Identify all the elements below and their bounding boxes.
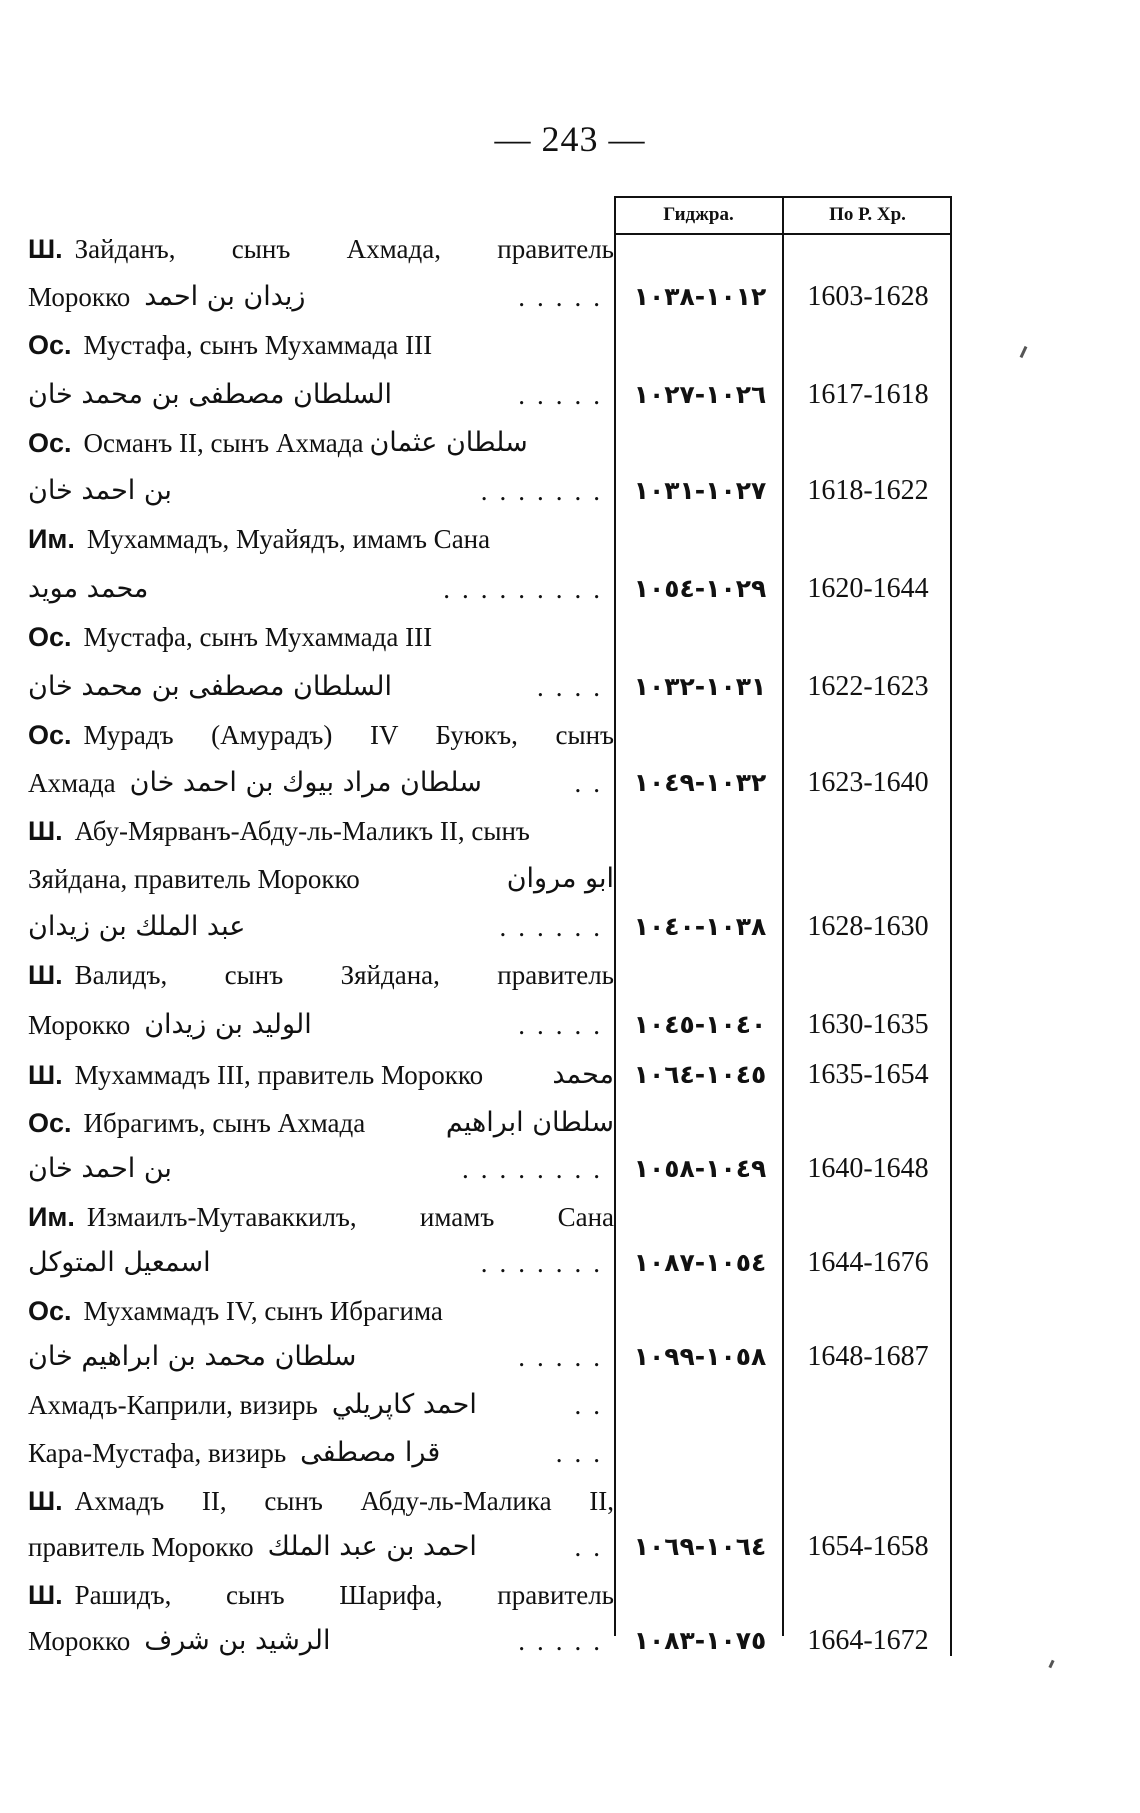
hijra-dates: ١٠٢٧-١٠٣١ [633, 476, 767, 505]
dynasty-tag: Ш. [28, 1580, 63, 1610]
hijra-dates: ١٠٤٩-١٠٥٨ [633, 1154, 767, 1183]
leader-dots: .. [574, 1390, 612, 1420]
entry-line [28, 420, 614, 466]
entry-line [28, 1382, 614, 1428]
page-number: — 243 — [494, 119, 646, 159]
entry-text: Мухаммадъ III, правитель Морокко [74, 1060, 484, 1090]
entry-text: Ибрагимъ, сынъ Ахмада [83, 1108, 366, 1138]
entry-line [28, 1334, 614, 1380]
arabic-name: الرشيد بن شرف [144, 1625, 331, 1656]
entry-text: Рашидъ, сынъ Шарифа, правитель [74, 1580, 614, 1610]
entry-text: Мухаммадъ, Муайядъ, имамъ Сана [86, 524, 491, 554]
ad-dates: 1620-1644 [807, 573, 929, 604]
hijra-dates: ١٠٥٤-١٠٨٧ [633, 1248, 767, 1277]
arabic-name: سلطان محمد بن ابراهيم خان [28, 1341, 357, 1372]
arabic-name: سلطان عثمان [369, 427, 528, 458]
entry-line [28, 856, 614, 902]
ad-dates: 1623-1640 [807, 767, 929, 798]
entry-line [28, 1052, 614, 1098]
entry-text: правитель Морокко [28, 1532, 254, 1562]
entry-line [28, 516, 614, 562]
dynasty-tag: Ос. [28, 1296, 72, 1326]
entry-line [28, 1430, 614, 1476]
dynasty-tag: Ос. [28, 720, 72, 750]
hijra-dates: ١٠٣٨-١٠٤٠ [633, 912, 767, 941]
arabic-name: سلطان مراد بيوك بن احمد خان [129, 767, 482, 798]
entry-line [28, 1478, 614, 1524]
entry-text: Мустафа, сынъ Мухаммада III [83, 330, 433, 360]
entry-line [28, 904, 614, 950]
dynasty-tag: Им. [28, 524, 75, 554]
hijra-dates: ١٠٥٨-١٠٩٩ [633, 1342, 767, 1371]
ad-dates: 1664-1672 [807, 1625, 929, 1656]
hijra-dates: ١٠٤٠-١٠٤٥ [633, 1010, 767, 1039]
arabic-name: احمد كاپريلي [331, 1389, 477, 1420]
entry-line [28, 322, 614, 368]
dynasty-tag: Ш. [28, 816, 63, 846]
entry-line [28, 1524, 614, 1570]
entry-text: Измаилъ-Мутаваккилъ, имамъ Сана [86, 1202, 614, 1232]
entry-line [28, 712, 614, 758]
ad-dates: 1640-1648 [807, 1153, 929, 1184]
arabic-name: محمد [552, 1059, 614, 1090]
entry-text: Мурадъ (Амурадъ) IV Буюкъ, сынъ [83, 720, 614, 750]
entry-line [28, 1240, 614, 1286]
entry-text: Морокко [28, 1626, 131, 1656]
hijra-dates: ١٠٢٩-١٠٥٤ [633, 574, 767, 603]
dynasty-tag: Ос. [28, 330, 72, 360]
leader-dots: ... [555, 1438, 612, 1468]
entry-line [28, 1100, 614, 1146]
hijra-dates: ١٠٣٢-١٠٤٩ [633, 768, 767, 797]
ad-dates: 1648-1687 [807, 1341, 929, 1372]
entry-line [28, 1572, 614, 1618]
arabic-name: قرا مصطفى [300, 1437, 441, 1468]
entry-text: Мустафа, сынъ Мухаммада III [83, 622, 433, 652]
dynasty-tag: Ш. [28, 234, 63, 264]
entry-line [28, 1146, 614, 1192]
entry-text: Кара-Мустафа, визирь [28, 1438, 287, 1468]
dynasty-tag: Ос. [28, 428, 72, 458]
entry-line [28, 664, 614, 710]
dynasty-tag: Ос. [28, 1108, 72, 1138]
arabic-name: ابو مروان [506, 863, 614, 894]
column-rule-right [950, 196, 952, 1656]
entry-text: Османъ II, сынъ Ахмада [83, 428, 364, 458]
hijra-dates: ١٠٧٥-١٠٨٣ [633, 1626, 767, 1655]
arabic-name: اسمعيل المتوكل [28, 1247, 211, 1278]
entry-text: Зяйдана, правитель Морокко [28, 864, 360, 894]
entry-line [28, 1288, 614, 1334]
entry-text: Ахмадъ II, сынъ Абду-ль-Малика II, [74, 1486, 614, 1516]
dynasty-tag: Ш. [28, 1060, 63, 1090]
entry-text: Валидъ, сынъ Зяйдана, правитель [74, 960, 614, 990]
dynasty-tag: Ос. [28, 622, 72, 652]
hijra-dates: ١٠٢٦-١٠٢٧ [633, 380, 767, 409]
entry-line [28, 1002, 614, 1048]
leader-dots: ....... [480, 1248, 612, 1278]
entry-text: Зайданъ, сынъ Ахмада, правитель [74, 234, 614, 264]
ad-dates: 1654-1658 [807, 1531, 929, 1562]
arabic-name-continued: بن احمد خان [28, 475, 172, 506]
arabic-name: السلطان مصطفى بن محمد خان [28, 379, 392, 410]
ad-dates: 1630-1635 [807, 1009, 929, 1040]
dynasty-tag: Им. [28, 1202, 75, 1232]
leader-dots: ...... [499, 912, 612, 942]
leader-dots: .... [537, 672, 612, 702]
ad-dates: 1628-1630 [807, 911, 929, 942]
leader-dots: ..... [518, 282, 612, 312]
entry-text: Мухаммадъ IV, сынъ Ибрагима [83, 1296, 443, 1326]
leader-dots: ..... [518, 1342, 612, 1372]
leader-dots: ..... [518, 1010, 612, 1040]
leader-dots: ..... [518, 380, 612, 410]
column-header-ad: По Р. Хр. [829, 204, 906, 225]
column-rule-left [614, 196, 616, 1636]
leader-dots: .. [574, 768, 612, 798]
ad-dates: 1635-1654 [807, 1059, 929, 1090]
entry-line [28, 372, 614, 418]
entry-text: Морокко [28, 1010, 131, 1040]
ad-dates: 1644-1676 [807, 1247, 929, 1278]
ad-dates: 1622-1623 [807, 671, 929, 702]
ad-dates: 1603-1628 [807, 281, 929, 312]
entry-text: Ахмада [28, 768, 116, 798]
dynasty-tag: Ш. [28, 960, 63, 990]
entry-text: Морокко [28, 282, 131, 312]
entry-text: Абу-Мярванъ-Абду-ль-Маликъ II, сынъ [74, 816, 530, 846]
leader-dots: ....... [480, 476, 612, 506]
leader-dots: ......... [443, 574, 612, 604]
arabic-name: زيدان بن احمد [144, 281, 306, 312]
entry-text: Ахмадъ-Каприли, визирь [28, 1390, 318, 1420]
arabic-name: السلطان مصطفى بن محمد خان [28, 671, 392, 702]
arabic-name: سلطان ابراهيم [445, 1107, 614, 1138]
hijra-dates: ١٠٤٥-١٠٦٤ [633, 1060, 767, 1089]
leader-dots: .. [574, 1532, 612, 1562]
arabic-name-continued: بن احمد خان [28, 1153, 172, 1184]
hijra-dates: ١٠٦٤-١٠٦٩ [633, 1532, 767, 1561]
leader-dots: ........ [462, 1154, 612, 1184]
leader-dots: ..... [518, 1626, 612, 1656]
dynasty-tag: Ш. [28, 1486, 63, 1516]
entry-line [28, 808, 614, 854]
hijra-dates: ١٠١٢-١٠٣٨ [633, 282, 767, 311]
entry-line [28, 760, 614, 806]
arabic-name: محمد مويد [28, 573, 149, 604]
ad-dates: 1617-1618 [807, 379, 929, 410]
entry-line [28, 566, 614, 612]
entry-line [28, 226, 614, 272]
entry-line [28, 1194, 614, 1240]
entry-line [28, 1618, 614, 1664]
entry-line [28, 274, 614, 320]
entry-line [28, 468, 614, 514]
column-header-hijra: Гиджра. [663, 204, 734, 225]
hijra-dates: ١٠٣١-١٠٣٢ [633, 672, 767, 701]
column-rule-middle [782, 196, 784, 1636]
ad-dates: 1618-1622 [807, 475, 929, 506]
margin-speck [1048, 1660, 1054, 1669]
entry-line [28, 952, 614, 998]
arabic-name-continued: عبد الملك بن زيدان [28, 911, 246, 942]
margin-speck [1020, 346, 1028, 358]
arabic-name: احمد بن عبد الملك [267, 1531, 477, 1562]
arabic-name: الوليد بن زيدان [144, 1009, 312, 1040]
entry-line [28, 614, 614, 660]
